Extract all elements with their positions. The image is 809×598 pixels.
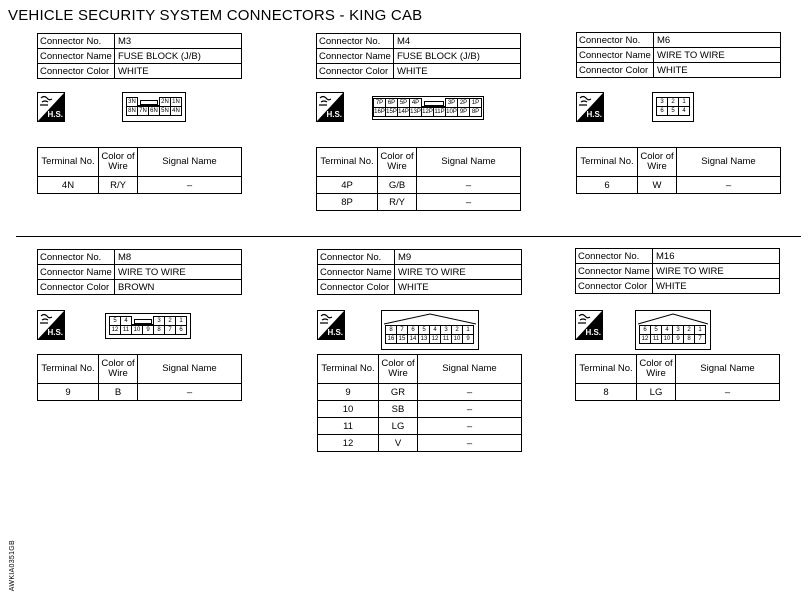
cell-terminal: 9 <box>38 384 99 401</box>
connector-latch <box>140 100 158 105</box>
figure-code: AWKIA0351GB <box>9 540 16 592</box>
pin-cell-bottom: 14P <box>398 109 409 115</box>
header-signal: Signal Name <box>417 148 521 177</box>
pin-cell-bottom: 14 <box>407 334 419 344</box>
info-label-color: Connector Color <box>38 280 115 295</box>
table-row <box>317 194 521 211</box>
terminal-header-row <box>318 355 522 384</box>
header-color-of-wire: Color of Wire <box>379 355 418 384</box>
info-label-no: Connector No. <box>318 250 395 265</box>
pin-cell-bottom: 5 <box>667 106 679 116</box>
pin-cell-bottom: 16 <box>385 334 397 344</box>
pin-cell-bottom: 16P <box>374 109 385 115</box>
pin-cell-bottom: 6 <box>656 106 668 116</box>
pin-cell-top: 6P <box>385 98 398 108</box>
cell-wire: W <box>638 177 677 194</box>
info-row <box>38 64 242 79</box>
connector-info-table <box>576 32 781 78</box>
pin-cell-bottom: 9P <box>457 107 470 117</box>
cell-signal: – <box>418 435 522 452</box>
terminal-header-row <box>577 148 781 177</box>
pin-cell-top: 6 <box>639 325 651 335</box>
cell-signal: – <box>676 384 780 401</box>
pin-cell-bottom: 9 <box>462 334 474 344</box>
table-row <box>577 177 781 194</box>
harness-side-icon <box>575 310 603 340</box>
harness-side-label: H.S. <box>47 328 63 337</box>
pin-cell-bottom: 9 <box>142 325 154 335</box>
harness-side-label: H.S. <box>586 110 602 119</box>
info-row <box>577 33 781 48</box>
pin-cell-top: 3 <box>153 316 165 326</box>
connector-face-diagram <box>381 310 479 350</box>
cell-signal: – <box>418 418 522 435</box>
pin-cell-top: 3 <box>440 325 452 335</box>
pin-cell-top: 1 <box>462 325 474 335</box>
harness-side-icon <box>316 92 344 122</box>
pin-cell-bottom: 13 <box>418 334 430 344</box>
info-row <box>577 48 781 63</box>
connector-face-diagram <box>372 96 484 120</box>
connector-pin-grid <box>640 326 706 344</box>
table-row <box>318 384 522 401</box>
connector-block-m3 <box>37 33 243 191</box>
page-title: VEHICLE SECURITY SYSTEM CONNECTORS - KING CAB <box>8 7 423 24</box>
pin-cell-top: 2 <box>683 325 695 335</box>
cell-signal: – <box>417 177 521 194</box>
pin-cell-top: 2P <box>457 98 470 108</box>
pin-cell-top: 4 <box>120 316 132 326</box>
header-terminal: Terminal No. <box>38 148 99 177</box>
pin-cell-top: 5 <box>418 325 430 335</box>
pin-cell-bottom: 8 <box>153 325 165 335</box>
info-value-no: M6 <box>654 33 781 48</box>
pin-cell-top: 5 <box>109 316 121 326</box>
info-value-color: WHITE <box>653 279 780 294</box>
pin-cell-bottom: 10 <box>131 325 143 335</box>
info-label-name: Connector Name <box>317 49 394 64</box>
connector-info-table <box>316 33 521 79</box>
pin-cell-bottom: 6N <box>148 106 160 116</box>
harness-side-icon <box>317 310 345 340</box>
pin-cell-top: 2 <box>667 97 679 107</box>
header-color-of-wire: Color of Wire <box>638 148 677 177</box>
connector-face-diagram <box>105 313 191 339</box>
terminal-header-row <box>317 148 521 177</box>
terminal-header-row <box>38 148 242 177</box>
cell-signal: – <box>417 194 521 211</box>
info-value-color: BROWN <box>115 280 242 295</box>
header-color-of-wire: Color of Wire <box>637 355 676 384</box>
info-label-no: Connector No. <box>577 33 654 48</box>
header-color-of-wire: Color of Wire <box>99 355 138 384</box>
header-color-of-wire: Color of Wire <box>378 148 417 177</box>
info-label-name: Connector Name <box>38 49 115 64</box>
info-value-name: WIRE TO WIRE <box>653 264 780 279</box>
pin-cell-top: 3 <box>672 325 684 335</box>
pin-cell-bottom: 7 <box>164 325 176 335</box>
pin-cell-top: 3N <box>126 97 138 107</box>
connector-block-m9 <box>317 249 523 449</box>
info-row <box>317 34 521 49</box>
pin-cell-bottom: 12P <box>422 109 433 115</box>
cell-terminal: 10 <box>318 401 379 418</box>
pin-cell-top: 1 <box>175 316 187 326</box>
connector-hood-outline <box>636 311 710 325</box>
cell-signal: – <box>418 384 522 401</box>
info-label-no: Connector No. <box>576 249 653 264</box>
info-value-color: WHITE <box>654 63 781 78</box>
table-row <box>318 418 522 435</box>
cell-terminal: 11 <box>318 418 379 435</box>
terminal-header-row <box>38 355 242 384</box>
info-value-no: M4 <box>394 34 521 49</box>
info-row <box>576 279 780 294</box>
info-row <box>38 265 242 280</box>
connector-info-table <box>37 33 242 79</box>
header-signal: Signal Name <box>677 148 781 177</box>
info-value-name: WIRE TO WIRE <box>115 265 242 280</box>
pin-cell-top: 2 <box>164 316 176 326</box>
terminal-table <box>316 147 521 211</box>
info-label-color: Connector Color <box>317 64 394 79</box>
info-value-name: WIRE TO WIRE <box>654 48 781 63</box>
pin-cell-bottom: 10P <box>446 109 457 115</box>
pin-cell-bottom: 11 <box>120 325 132 335</box>
connector-info-table <box>317 249 522 295</box>
header-terminal: Terminal No. <box>317 148 378 177</box>
header-terminal: Terminal No. <box>576 355 637 384</box>
connector-latch <box>134 319 152 324</box>
cell-wire: V <box>379 435 418 452</box>
info-value-no: M16 <box>653 249 780 264</box>
pin-cell-bottom: 7 <box>694 334 706 344</box>
info-row <box>318 250 522 265</box>
info-value-color: WHITE <box>394 64 521 79</box>
cell-wire: GR <box>379 384 418 401</box>
section-divider <box>16 236 801 237</box>
cell-terminal: 6 <box>577 177 638 194</box>
pin-cell-bottom: 12 <box>639 334 651 344</box>
terminal-header-row <box>576 355 780 384</box>
info-label-no: Connector No. <box>38 34 115 49</box>
info-row <box>577 63 781 78</box>
pin-cell-bottom: 5N <box>159 106 171 116</box>
table-row <box>318 435 522 452</box>
pin-cell-bottom: 8N <box>126 106 138 116</box>
pin-cell-bottom: 8P <box>469 107 482 117</box>
pin-cell-top: 4P <box>409 98 422 108</box>
pin-cell-bottom: 8 <box>683 334 695 344</box>
harness-side-label: H.S. <box>326 110 342 119</box>
info-row <box>38 49 242 64</box>
connector-face-diagram <box>122 92 186 122</box>
harness-side-label: H.S. <box>585 328 601 337</box>
connector-block-m4 <box>316 33 522 208</box>
header-signal: Signal Name <box>418 355 522 384</box>
pin-cell-bottom: 11P <box>434 109 445 115</box>
pin-cell-bottom: 15P <box>386 109 397 115</box>
connector-face-diagram <box>652 92 694 122</box>
info-label-color: Connector Color <box>38 64 115 79</box>
header-signal: Signal Name <box>138 148 242 177</box>
pin-cell-bottom: 11 <box>440 334 452 344</box>
harness-side-icon <box>37 92 65 122</box>
pin-cell-top: 3P <box>445 98 458 108</box>
info-row <box>576 264 780 279</box>
cell-signal: – <box>138 177 242 194</box>
pin-cell-bottom: 6 <box>175 325 187 335</box>
info-value-color: WHITE <box>395 280 522 295</box>
pin-cell-top: 7 <box>396 325 408 335</box>
table-row <box>38 177 242 194</box>
cell-terminal: 8P <box>317 194 378 211</box>
pin-cell-top: 4 <box>429 325 441 335</box>
header-terminal: Terminal No. <box>318 355 379 384</box>
info-value-name: FUSE BLOCK (J/B) <box>394 49 521 64</box>
pin-cell-bottom: 15 <box>396 334 408 344</box>
info-label-name: Connector Name <box>576 264 653 279</box>
pin-cell-top: 5P <box>397 98 410 108</box>
cell-wire: LG <box>637 384 676 401</box>
info-row <box>38 34 242 49</box>
cell-wire: B <box>99 384 138 401</box>
harness-side-label: H.S. <box>327 328 343 337</box>
info-label-no: Connector No. <box>317 34 394 49</box>
pin-cell-top: 7P <box>373 98 386 108</box>
connector-face-diagram <box>635 310 711 350</box>
header-signal: Signal Name <box>676 355 780 384</box>
harness-side-icon <box>576 92 604 122</box>
cell-wire: G/B <box>378 177 417 194</box>
pin-cell-top: 2N <box>159 97 171 107</box>
table-row <box>576 384 780 401</box>
cell-wire: R/Y <box>99 177 138 194</box>
cell-terminal: 12 <box>318 435 379 452</box>
connector-pin-grid <box>386 326 474 344</box>
pin-cell-bottom: 7N <box>137 106 149 116</box>
connector-block-m16 <box>575 248 781 398</box>
pin-cell-bottom: 4 <box>678 106 690 116</box>
connector-latch <box>424 101 444 106</box>
info-row <box>318 265 522 280</box>
cell-terminal: 8 <box>576 384 637 401</box>
info-label-color: Connector Color <box>576 279 653 294</box>
header-color-of-wire: Color of Wire <box>99 148 138 177</box>
info-value-no: M8 <box>115 250 242 265</box>
terminal-table <box>576 147 781 194</box>
pin-cell-top: 8 <box>385 325 397 335</box>
cell-signal: – <box>138 384 242 401</box>
terminal-table <box>37 354 242 401</box>
terminal-table <box>575 354 780 401</box>
table-row <box>317 177 521 194</box>
info-row <box>38 250 242 265</box>
pin-cell-bottom: 10 <box>661 334 673 344</box>
info-row <box>317 64 521 79</box>
cell-wire: LG <box>379 418 418 435</box>
header-terminal: Terminal No. <box>38 355 99 384</box>
terminal-table <box>37 147 242 194</box>
cell-wire: SB <box>379 401 418 418</box>
connector-block-m8 <box>37 249 243 398</box>
pin-cell-top: 3 <box>656 97 668 107</box>
pin-cell-bottom: 12 <box>429 334 441 344</box>
cell-signal: – <box>418 401 522 418</box>
table-row <box>38 384 242 401</box>
pin-cell-top: 6 <box>407 325 419 335</box>
pin-cell-top: 1 <box>694 325 706 335</box>
pin-cell-bottom: 4N <box>170 106 182 116</box>
info-row <box>576 249 780 264</box>
pin-cell-bottom: 11 <box>650 334 662 344</box>
pin-cell-top: 4 <box>661 325 673 335</box>
cell-terminal: 9 <box>318 384 379 401</box>
info-value-no: M9 <box>395 250 522 265</box>
pin-cell-bottom: 13P <box>410 109 421 115</box>
info-row <box>38 280 242 295</box>
connector-hood-outline <box>382 311 478 325</box>
pin-cell-top: 5 <box>650 325 662 335</box>
info-label-name: Connector Name <box>38 265 115 280</box>
cell-terminal: 4P <box>317 177 378 194</box>
pin-cell-top: 1P <box>469 98 482 108</box>
table-row <box>318 401 522 418</box>
info-label-name: Connector Name <box>318 265 395 280</box>
connector-pin-grid <box>657 98 690 116</box>
info-label-color: Connector Color <box>318 280 395 295</box>
cell-signal: – <box>677 177 781 194</box>
terminal-table <box>317 354 522 452</box>
info-row <box>318 280 522 295</box>
pin-cell-bottom: 9 <box>672 334 684 344</box>
info-value-name: FUSE BLOCK (J/B) <box>115 49 242 64</box>
pin-cell-bottom: 12 <box>109 325 121 335</box>
connector-info-table <box>37 249 242 295</box>
cell-terminal: 4N <box>38 177 99 194</box>
info-label-name: Connector Name <box>577 48 654 63</box>
harness-side-label: H.S. <box>47 110 63 119</box>
pin-cell-top: 1 <box>678 97 690 107</box>
pin-cell-top: 2 <box>451 325 463 335</box>
harness-side-icon <box>37 310 65 340</box>
info-row <box>317 49 521 64</box>
info-value-color: WHITE <box>115 64 242 79</box>
pin-cell-top: 1N <box>170 97 182 107</box>
header-signal: Signal Name <box>138 355 242 384</box>
info-value-name: WIRE TO WIRE <box>395 265 522 280</box>
pin-cell-bottom: 10 <box>451 334 463 344</box>
header-terminal: Terminal No. <box>577 148 638 177</box>
cell-wire: R/Y <box>378 194 417 211</box>
info-label-no: Connector No. <box>38 250 115 265</box>
info-value-no: M3 <box>115 34 242 49</box>
connector-block-m6 <box>576 32 782 191</box>
info-label-color: Connector Color <box>577 63 654 78</box>
connector-info-table <box>575 248 780 294</box>
